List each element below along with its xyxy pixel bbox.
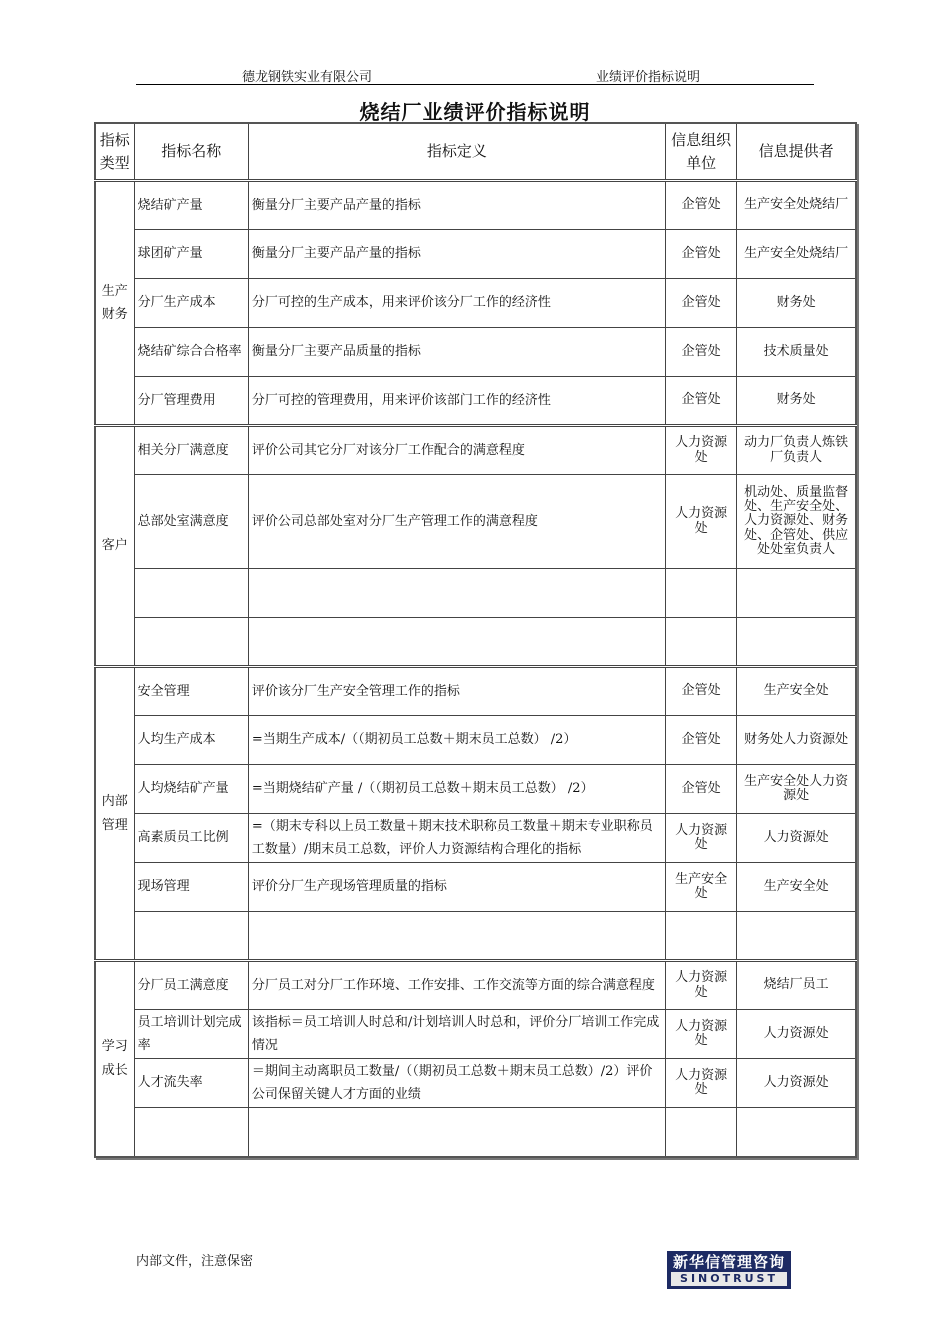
provider-cell: 烧结厂员工 [737, 961, 856, 1010]
table-group [95, 181, 856, 426]
category-label-line: 内部 [101, 794, 128, 810]
table-row [95, 1059, 856, 1108]
table-row [95, 181, 856, 230]
provider-cell: 财务处 [737, 279, 856, 328]
provider-cell: 生产安全处 [737, 863, 856, 912]
indicator-name-cell: 相关分厂满意度 [134, 426, 248, 475]
table-row [95, 475, 856, 569]
provider-cell: 人力资源处 [737, 1010, 856, 1059]
provider-cell [737, 569, 856, 618]
indicator-name-cell: 总部处室满意度 [134, 475, 248, 569]
table-row [95, 912, 856, 961]
definition-cell [248, 569, 665, 618]
provider-cell [737, 1108, 856, 1157]
table-row [95, 1108, 856, 1157]
provider-cell: 技术质量处 [737, 328, 856, 377]
definition-cell [248, 912, 665, 961]
category-cell [95, 961, 134, 1157]
indicator-name-cell: 人均生产成本 [134, 716, 248, 765]
definition-cell: 衡量分厂主要产品产量的指标 [248, 230, 665, 279]
definition-cell: =（期末专科以上员工数量＋期末技术职称员工数量＋期末专业职称员工数量）/期末员工总数，评价人力资源结构合理化的指标 [248, 814, 665, 863]
org-unit-cell: 企管处 [665, 181, 736, 230]
category-label-line: 生产 [101, 283, 128, 299]
table-row [95, 961, 856, 1010]
org-unit-cell [665, 618, 736, 667]
definition-cell [248, 1108, 665, 1157]
table-group [95, 426, 856, 667]
provider-cell: 生产安全处烧结厂 [737, 230, 856, 279]
indicator-name-cell [134, 1108, 248, 1157]
table-row [95, 716, 856, 765]
indicator-name-cell: 安全管理 [134, 667, 248, 716]
table-header-row [95, 123, 856, 181]
provider-cell: 人力资源处 [737, 1059, 856, 1108]
org-unit-cell: 人力资源处 [665, 961, 736, 1010]
column-header-provider: 信息提供者 [737, 123, 856, 181]
org-unit-cell: 人力资源处 [665, 814, 736, 863]
indicator-name-cell: 员工培训计划完成率 [134, 1010, 248, 1059]
org-unit-cell: 人力资源处 [665, 1010, 736, 1059]
org-unit-cell: 企管处 [665, 328, 736, 377]
org-unit-cell: 企管处 [665, 377, 736, 426]
header-doc-type: 业绩评价指标说明 [596, 70, 701, 85]
indicator-table [94, 122, 857, 1158]
table-group [95, 961, 856, 1157]
org-unit-cell: 企管处 [665, 230, 736, 279]
org-unit-cell [665, 1108, 736, 1157]
header-company: 德龙钢铁实业有限公司 [242, 70, 373, 85]
indicator-table-wrapper [94, 122, 857, 1158]
column-header-type: 指标类型 [95, 123, 134, 181]
provider-cell: 机动处、质量监督处、生产安全处、人力资源处、财务处、企管处、供应处处室负责人 [737, 475, 856, 569]
indicator-name-cell [134, 618, 248, 667]
indicator-name-cell: 分厂员工满意度 [134, 961, 248, 1010]
page-title: 烧结厂业绩评价指标说明 [359, 100, 591, 124]
table-row [95, 569, 856, 618]
table-row [95, 814, 856, 863]
definition-cell: 分厂可控的生产成本，用来评价该分厂工作的经济性 [248, 279, 665, 328]
indicator-name-cell: 球团矿产量 [134, 230, 248, 279]
table-row [95, 279, 856, 328]
org-unit-cell: 企管处 [665, 765, 736, 814]
provider-cell: 人力资源处 [737, 814, 856, 863]
indicator-name-cell [134, 912, 248, 961]
indicator-name-cell: 现场管理 [134, 863, 248, 912]
table-row [95, 618, 856, 667]
table-row [95, 328, 856, 377]
indicator-name-cell: 烧结矿综合合格率 [134, 328, 248, 377]
column-header-definition: 指标定义 [248, 123, 665, 181]
logo-english-text: SINOTRUST [671, 1272, 787, 1286]
sinotrust-logo [667, 1251, 791, 1289]
definition-cell: 评价分厂生产现场管理质量的指标 [248, 863, 665, 912]
definition-cell: 评价该分厂生产安全管理工作的指标 [248, 667, 665, 716]
definition-cell: ＝期间主动离职员工数量/（（期初员工总数＋期末员工总数）/2）评价公司保留关键人才方面的业绩 [248, 1059, 665, 1108]
definition-cell: 分厂可控的管理费用，用来评价该部门工作的经济性 [248, 377, 665, 426]
table-row [95, 863, 856, 912]
indicator-name-cell: 分厂生产成本 [134, 279, 248, 328]
category-cell [95, 181, 134, 426]
indicator-name-cell: 分厂管理费用 [134, 377, 248, 426]
column-header-org-unit: 信息组织单位 [665, 123, 736, 181]
provider-cell: 动力厂负责人炼铁厂负责人 [737, 426, 856, 475]
definition-cell: =当期生产成本/（（期初员工总数＋期末员工总数） /2） [248, 716, 665, 765]
indicator-name-cell: 人均烧结矿产量 [134, 765, 248, 814]
definition-cell: 衡量分厂主要产品质量的指标 [248, 328, 665, 377]
definition-cell: =当期烧结矿产量 /（（期初员工总数＋期末员工总数） /2） [248, 765, 665, 814]
indicator-name-cell [134, 569, 248, 618]
definition-cell: 评价公司总部处室对分厂生产管理工作的满意程度 [248, 475, 665, 569]
org-unit-cell: 生产安全处 [665, 863, 736, 912]
indicator-name-cell: 烧结矿产量 [134, 181, 248, 230]
category-label-line: 学习 [101, 1039, 128, 1055]
provider-cell: 生产安全处烧结厂 [737, 181, 856, 230]
column-header-name: 指标名称 [134, 123, 248, 181]
definition-cell: 衡量分厂主要产品产量的指标 [248, 181, 665, 230]
provider-cell: 生产安全处人力资源处 [737, 765, 856, 814]
indicator-name-cell: 人才流失率 [134, 1059, 248, 1108]
logo-chinese-text: 新华信管理咨询 [672, 1253, 785, 1271]
table-row [95, 667, 856, 716]
category-cell [95, 667, 134, 961]
org-unit-cell [665, 912, 736, 961]
org-unit-cell [665, 569, 736, 618]
org-unit-cell: 人力资源处 [665, 1059, 736, 1108]
org-unit-cell: 人力资源处 [665, 426, 736, 475]
definition-cell: 该指标＝员工培训人时总和/计划培训人时总和，评价分厂培训工作完成情况 [248, 1010, 665, 1059]
table-group [95, 667, 856, 961]
definition-cell [248, 618, 665, 667]
org-unit-cell: 人力资源处 [665, 475, 736, 569]
table-row [95, 1010, 856, 1059]
table-row [95, 230, 856, 279]
category-label-line: 成长 [101, 1062, 128, 1078]
definition-cell: 评价公司其它分厂对该分厂工作配合的满意程度 [248, 426, 665, 475]
confidential-note: 内部文件，注意保密 [136, 1254, 254, 1269]
category-label-line: 财务 [101, 307, 128, 322]
indicator-name-cell: 高素质员工比例 [134, 814, 248, 863]
header-rule [136, 84, 814, 85]
provider-cell [737, 912, 856, 961]
table-row [95, 426, 856, 475]
provider-cell: 生产安全处 [737, 667, 856, 716]
org-unit-cell: 企管处 [665, 279, 736, 328]
table-row [95, 377, 856, 426]
table-row [95, 765, 856, 814]
provider-cell: 财务处 [737, 377, 856, 426]
category-label-line: 管理 [101, 817, 128, 833]
provider-cell: 财务处人力资源处 [737, 716, 856, 765]
org-unit-cell: 企管处 [665, 716, 736, 765]
org-unit-cell: 企管处 [665, 667, 736, 716]
category-cell: 客户 [95, 426, 134, 667]
provider-cell [737, 618, 856, 667]
definition-cell: 分厂员工对分厂工作环境、工作安排、工作交流等方面的综合满意程度 [248, 961, 665, 1010]
